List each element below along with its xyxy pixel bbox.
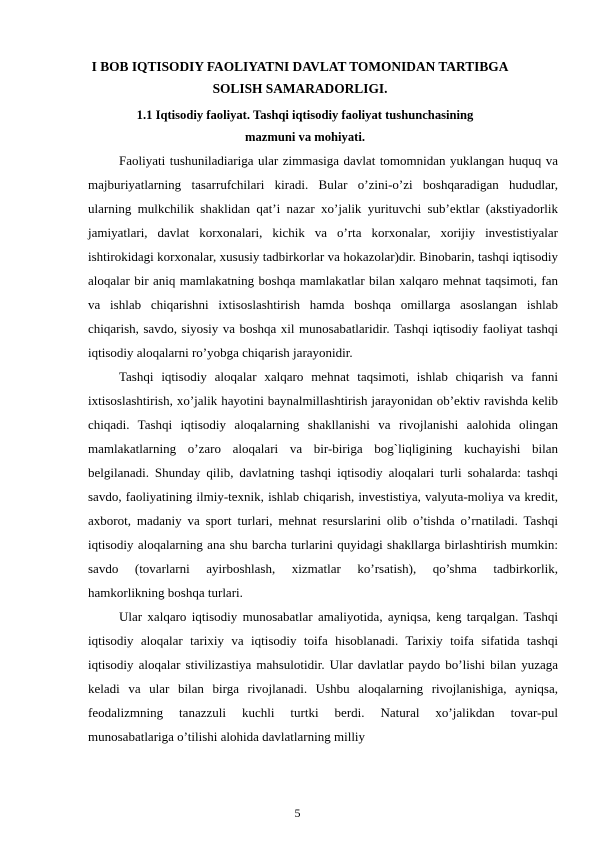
chapter-title: I BOB IQTISODIY FAOLIYATNI DAVLAT TOMONIDAN TARTIBGA SOLISH SAMARADORLIGI. <box>91 59 509 96</box>
page-number: 5 <box>294 806 301 820</box>
body-text <box>88 149 558 749</box>
paragraph: Tashqi iqtisodiy aloqalar xalqaro mehnat taqsimoti, ishlab chiqarish va fanni ixtisoslashtirish, xo’jalik hayotini baynalmillashtirish jarayonidan ob’ektiv ravishda kelib chiqadi. Tashqi iqtisodiy aloqalarning shakllanishi va rivojlanishi aalohida olingan mamlakatlarning o’zaro aloqalari va bir-biriga bog`liqligining kuchayishi bilan belgilanadi. Shunday qilib, davlatning tashqi iqtisodiy aloqalari turli sohalarda: tashqi savdo, faoliyatining ilmiy-texnik, ishlab chiqarish, investistiya, valyuta-moliya va kredit, axborot, madaniy va sport turlari, mehnat resurslarini olib o’tishda o’rnatiladi. Tashqi iqtisodiy aloqalarning ana shu barcha turlarini quyidagi shakllarga birlashtirish mumkin: savdo (tovarlarni ayirboshlash, xizmatlar ko’rsatish), qo’shma tadbirkorlik, hamkorlikning boshqa turlari. <box>88 369 558 600</box>
paragraph: Faoliyati tushuniladiariga ular zimmasiga davlat tomomnidan yuklangan huquq va majburiyatlarning tasarrufchilari kiradi. Bular o’zini-o’zi boshqaradigan hududlar, ularning mulkchilik shaklidan qat’i nazar xo’jalik yurituvchi sub’ektlar (akstiyadorlik jamiyatlari, davlat korxonalari, kichik va o’rta korxonalar, xorijiy investistiyalar ishtirokidagi korxonalar, xususiy tadbirkorlar va hokazolar)dir. Binobarin, tashqi iqtisodiy aloqalar bir aniq mamlakatning boshqa mamlakatlar bilan xalqaro mehnat taqsimoti, fan va ishlab chiqarishni ixtisoslashtirish hamda boshqa omillarga asoslangan ishlab chiqarish, savdo, siyosiy va boshqa xil munosabatlaridir. Tashqi iqtisodiy faoliyat tashqi iqtisodiy aloqalarni ro’yobga chiqarish jarayonidir. <box>88 153 558 360</box>
paragraph: Ular xalqaro iqtisodiy munosabatlar amaliyotida, ayniqsa, keng tarqalgan. Tashqi iqtisodiy aloqalar tarixiy va iqtisodiy toifa hisoblanadi. Tarixiy toifa sifatida tashqi iqtisodiy aloqalar stivilizastiya mahsulotidir. Ular davlatlar paydo bo’lishi bilan yuzaga keladi va ular bilan birga rivojlanadi. Ushbu aloqalarning rivojlanishiga, ayniqsa, feodalizmning tanazzuli kuchli turtki berdi. Natural xo’jalikdan tovar-pul munosabatlariga o’tilishi alohida davlatlarning milliy <box>88 609 558 744</box>
section-title: 1.1 Iqtisodiy faoliyat. Tashqi iqtisodiy faoliyat tushunchasining mazmuni va mohiyati. <box>136 108 474 144</box>
